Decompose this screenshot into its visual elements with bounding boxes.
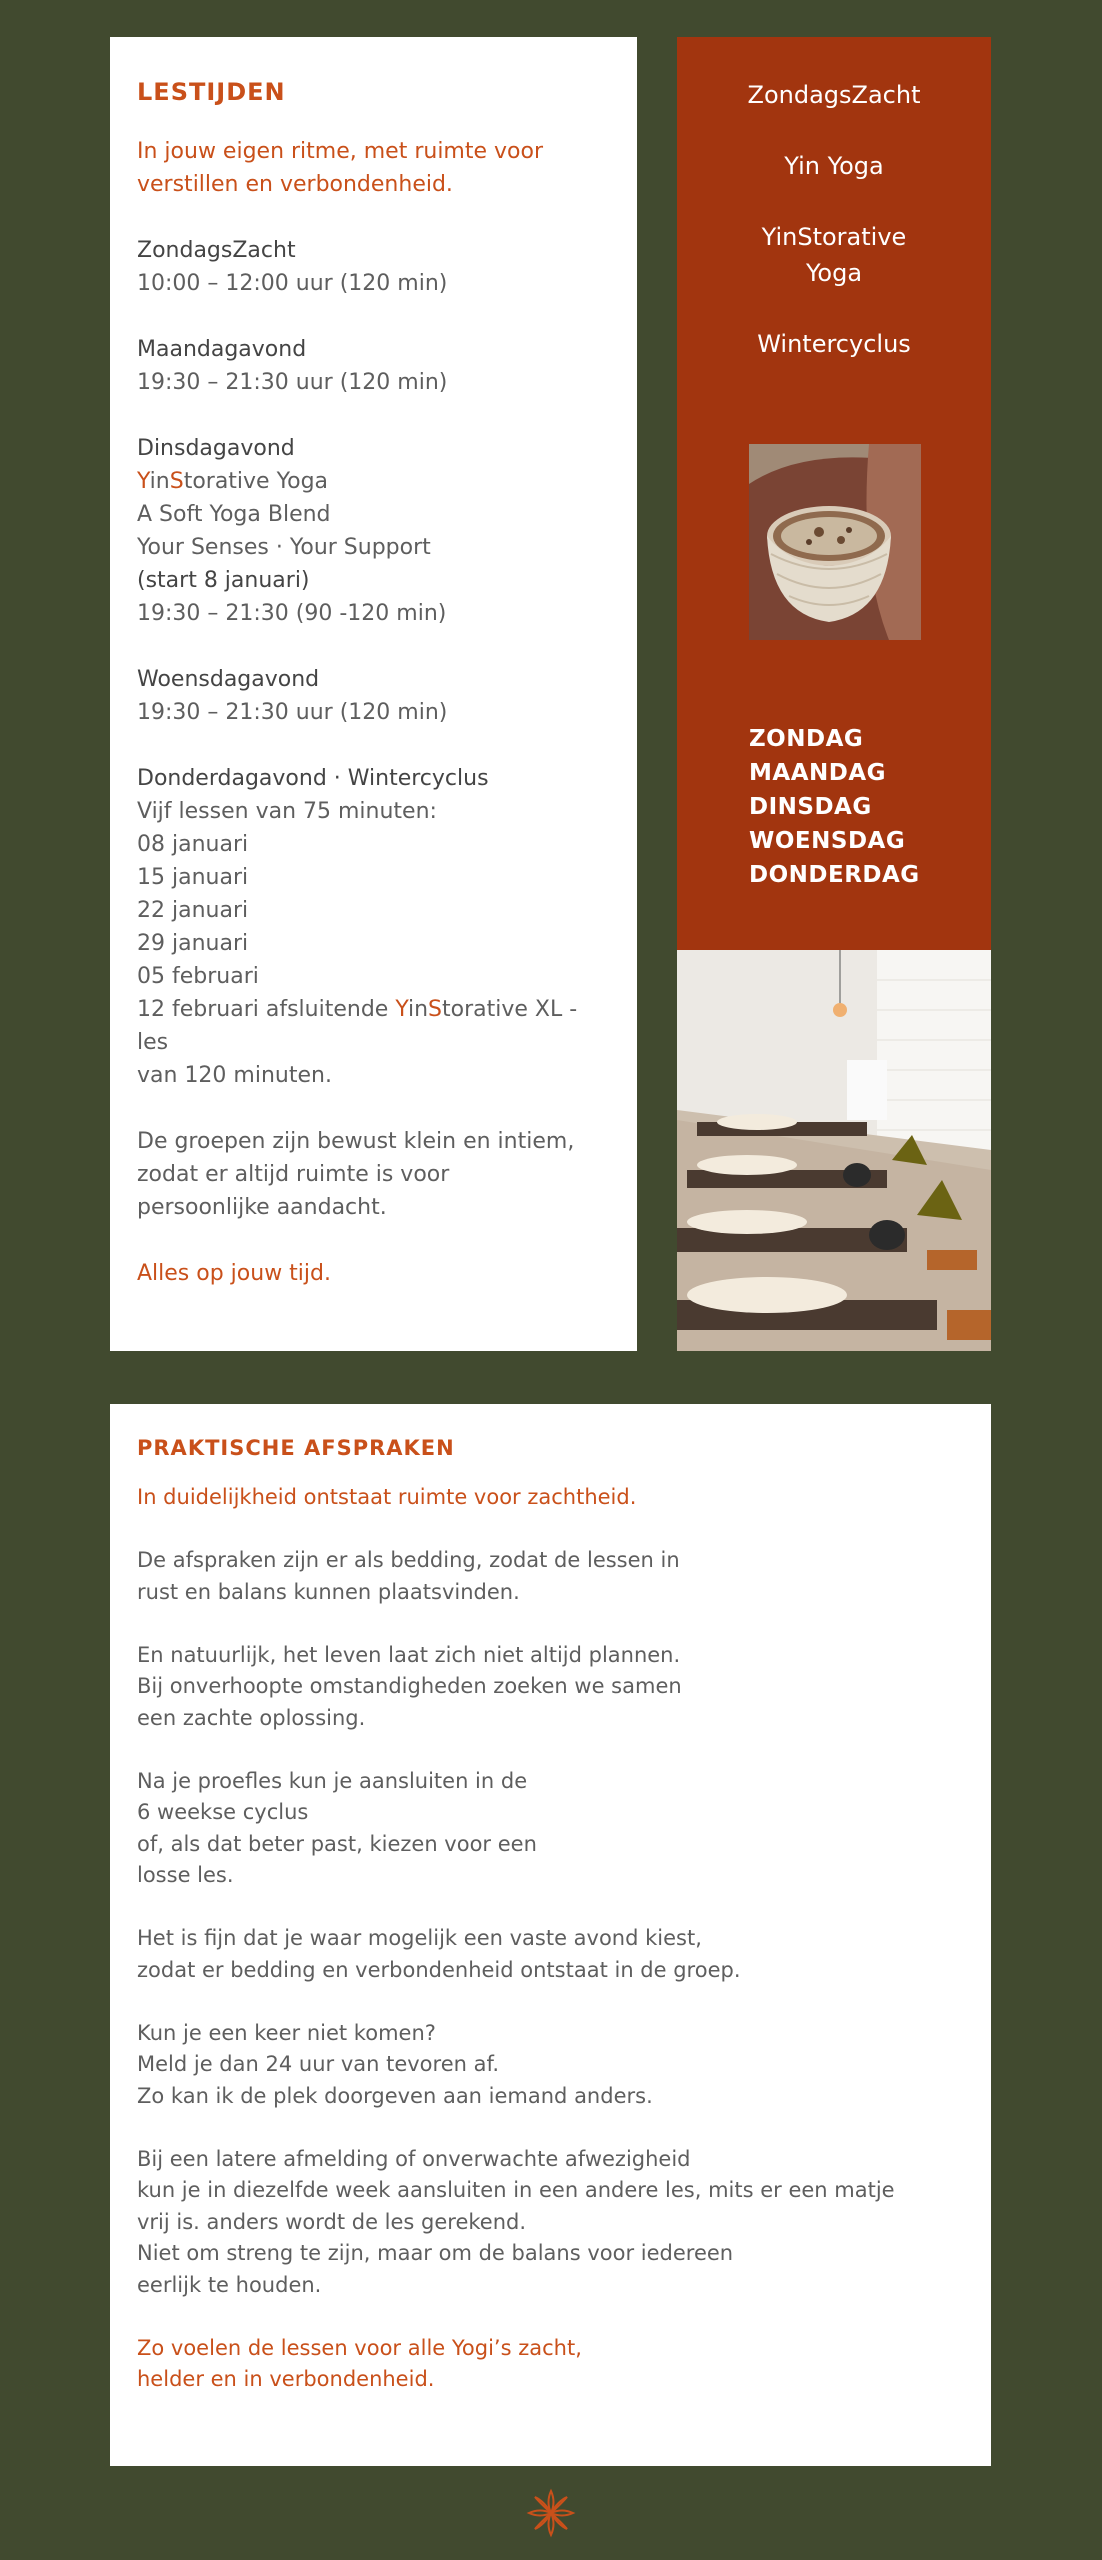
woensdag-name: Woensdagavond: [137, 667, 320, 692]
afspraken-text: Bij een latere afmelding of onverwachte afwezigheid: [137, 2146, 691, 2171]
donderdag-final: 12 februari afsluitende YinStorative XL - les: [137, 997, 578, 1055]
afspraken-text: Na je proefles kun je aansluiten in de: [137, 1768, 528, 1793]
dinsdag-start: (start 8 januari): [137, 568, 310, 593]
donderdag-date: 22 januari: [137, 898, 249, 923]
woensdag-time: 19:30 – 21:30 uur (120 min): [137, 700, 448, 725]
day-item: ZONDAG: [749, 726, 864, 752]
sidebar: [677, 37, 991, 950]
sidebar-link-wintercyclus[interactable]: Wintercyclus: [757, 330, 911, 358]
groups-line2: zodat er altijd ruimte is voor: [137, 1162, 450, 1187]
sidebar-nav: [677, 77, 991, 362]
afspraken-text: 6 weekse cyclus: [137, 1800, 309, 1824]
dinsdag-time: 19:30 – 21:30 (90 -120 min): [137, 601, 447, 626]
donderdag-date: 05 februari: [137, 964, 259, 989]
sidebar-link-zondagszacht[interactable]: ZondagsZacht: [747, 81, 921, 109]
afspraken-text: zodat er bedding en verbondenheid ontstaat in de groep.: [137, 1957, 741, 1982]
dinsdag-name: Dinsdagavond: [137, 436, 295, 461]
studio-photo-illustration: [677, 950, 991, 1351]
donderdag-date: 08 januari: [137, 832, 249, 857]
afspraken-text: vrij is. anders wordt de les gerekend.: [137, 2209, 527, 2234]
afspraken-text: eerlijk te houden.: [137, 2272, 322, 2297]
afspraken-closing: helder en in verbondenheid.: [137, 2367, 435, 2391]
bowl-photo-illustration: [749, 444, 921, 640]
donderdag-date: 29 januari: [137, 931, 249, 956]
day-item: DINSDAG: [749, 794, 872, 820]
afspraken-card: [110, 1404, 991, 2466]
day-item: DONDERDAG: [749, 862, 920, 888]
afspraken-text: Bij onverhoopte omstandigheden zoeken we samen: [137, 1674, 682, 1698]
groups-line1: De groepen zijn bewust klein en intiem,: [137, 1129, 575, 1154]
day-item: WOENSDAG: [749, 828, 906, 854]
afspraken-title: PRAKTISCHE AFSPRAKEN: [137, 1436, 455, 1460]
zondag-name: ZondagsZacht: [137, 238, 296, 263]
dinsdag-line2: A Soft Yoga Blend: [137, 502, 331, 527]
donderdag-final-line2: van 120 minuten.: [137, 1063, 332, 1088]
afspraken-text: Meld je dan 24 uur van tevoren af.: [137, 2052, 500, 2076]
donderdag-desc: Vijf lessen van 75 minuten:: [137, 799, 437, 824]
lotus-logo-icon: [526, 2488, 576, 2538]
sidebar-link-yinstorative-yoga[interactable]: Yoga: [805, 259, 863, 287]
maandag-time: 19:30 – 21:30 uur (120 min): [137, 370, 448, 395]
lestijden-title: LESTIJDEN: [137, 78, 286, 106]
afspraken-closing: Zo voelen de lessen voor alle Yogi’s zacht,: [137, 2335, 582, 2360]
afspraken-text: Kun je een keer niet komen?: [137, 2020, 436, 2045]
days-list: [749, 722, 920, 892]
studio-photo: [677, 950, 991, 1351]
lestijden-intro-line2: verstillen en verbondenheid.: [137, 172, 453, 197]
lestijden-card: [110, 37, 637, 1351]
sidebar-link-yin-yoga[interactable]: Yin Yoga: [784, 152, 884, 180]
afspraken-intro: In duidelijkheid ontstaat ruimte voor zachtheid.: [137, 1485, 637, 1509]
day-item: MAANDAG: [749, 760, 887, 786]
lestijden-closing: Alles op jouw tijd.: [137, 1261, 331, 1286]
dinsdag-class: YinStorative Yoga: [137, 469, 329, 494]
groups-line3: persoonlijke aandacht.: [137, 1195, 387, 1220]
donderdag-name: Donderdagavond · Wintercyclus: [137, 766, 489, 791]
dinsdag-line3: Your Senses · Your Support: [137, 535, 431, 560]
sidebar-link-yinstorative[interactable]: YinStorative: [761, 223, 907, 251]
afspraken-text: De afspraken zijn er als bedding, zodat de lessen in: [137, 1548, 680, 1572]
maandag-name: Maandagavond: [137, 337, 307, 362]
afspraken-text: Het is fijn dat je waar mogelijk een vaste avond kiest,: [137, 1926, 702, 1950]
afspraken-text: rust en balans kunnen plaatsvinden.: [137, 1579, 520, 1604]
afspraken-text: of, als dat beter past, kiezen voor een: [137, 1831, 537, 1856]
afspraken-text: En natuurlijk, het leven laat zich niet altijd plannen.: [137, 1642, 681, 1667]
lestijden-intro-line1: In jouw eigen ritme, met ruimte voor: [137, 139, 544, 164]
afspraken-text: kun je in diezelfde week aansluiten in een andere les, mits er een matje: [137, 2178, 895, 2202]
bowl-photo: [749, 444, 921, 640]
donderdag-date: 15 januari: [137, 865, 249, 890]
afspraken-text: losse les.: [137, 1863, 234, 1887]
afspraken-text: Niet om streng te zijn, maar om de balans voor iedereen: [137, 2241, 734, 2265]
afspraken-text: een zachte oplossing.: [137, 1705, 366, 1730]
zondag-time: 10:00 – 12:00 uur (120 min): [137, 271, 448, 296]
afspraken-text: Zo kan ik de plek doorgeven aan iemand anders.: [137, 2083, 653, 2108]
